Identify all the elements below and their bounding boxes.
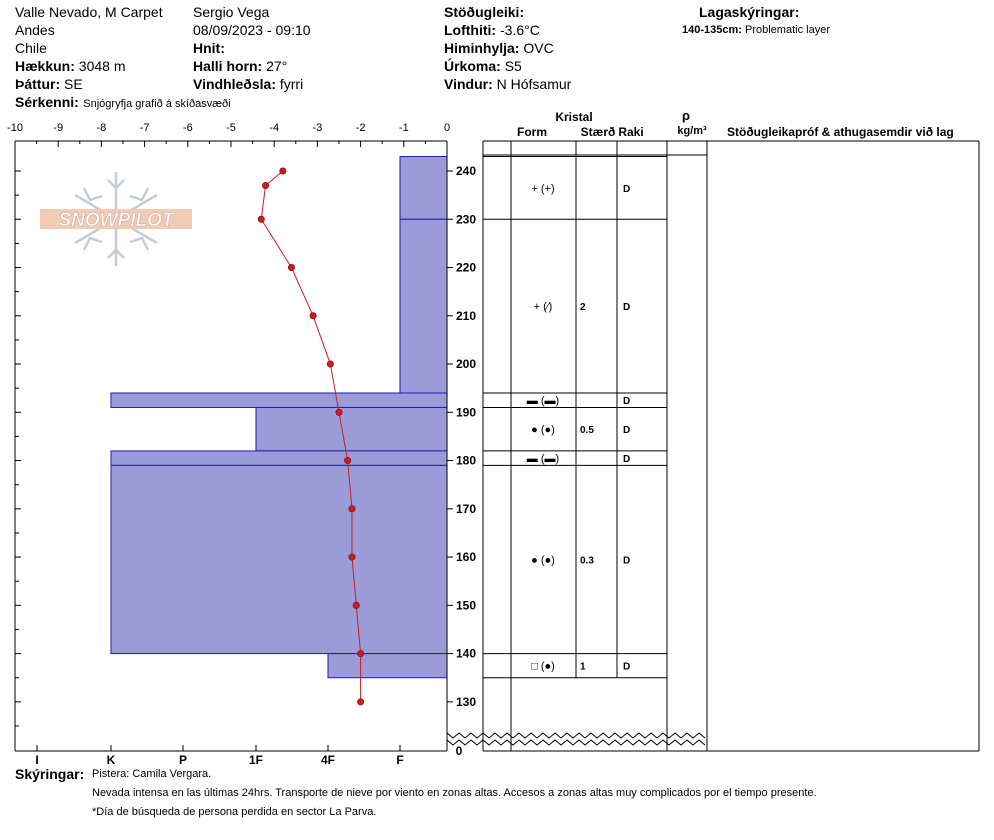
stability-header: Stöðugleikapróf & athugasemdir við lag bbox=[727, 125, 954, 139]
density-unit: kg/m³ bbox=[677, 125, 707, 137]
stability-label: Stöðugleiki: bbox=[444, 4, 525, 20]
hardness-tick-label: K bbox=[106, 753, 116, 767]
crystal-form: □ (●) bbox=[531, 660, 555, 673]
crystal-form: + (⁄) bbox=[533, 301, 553, 314]
temperature-point bbox=[258, 216, 264, 222]
crystal-header: Kristal bbox=[555, 110, 593, 124]
sky-label: Himinhylja: bbox=[444, 40, 520, 56]
temp-tick-label: -2 bbox=[355, 122, 366, 134]
temp-tick-label: -9 bbox=[53, 122, 64, 134]
temperature-point bbox=[357, 650, 363, 656]
crystal-form: + (+) bbox=[531, 182, 555, 195]
temp-tick-label: -4 bbox=[269, 122, 280, 134]
wind-loading-value: fyrri bbox=[279, 76, 304, 92]
temp-tick-label: -10 bbox=[7, 122, 23, 134]
height-tick-label: 210 bbox=[455, 308, 477, 323]
layer-moisture: D bbox=[623, 396, 631, 408]
datetime: 08/09/2023 - 09:10 bbox=[193, 22, 311, 38]
legend-text: Problematic layer bbox=[745, 24, 830, 36]
layer-moisture: D bbox=[623, 661, 631, 673]
temperature-point bbox=[349, 554, 355, 560]
temperature-point bbox=[327, 361, 333, 367]
height-base-label: 0 bbox=[455, 744, 463, 758]
temp-tick-label: -1 bbox=[398, 122, 409, 134]
temp-tick-label: 0 bbox=[443, 122, 451, 134]
height-tick-label: 160 bbox=[455, 550, 477, 565]
hardness-tick-label: P bbox=[178, 753, 188, 767]
temp-tick-label: -3 bbox=[312, 122, 323, 134]
height-tick-label: 220 bbox=[455, 260, 477, 275]
specifics-value: Snjógryfja grafið á skíðasvæði bbox=[83, 98, 231, 110]
logo-text: SNOWPILOT bbox=[58, 210, 174, 231]
crystal-size: 2 bbox=[580, 302, 586, 314]
air-temp-value: -3.6°C bbox=[499, 22, 540, 38]
layer-moisture: D bbox=[623, 183, 631, 195]
observer: Sergio Vega bbox=[193, 4, 270, 20]
specifics-label: Sérkenni: bbox=[15, 94, 79, 110]
size-header: Stærð bbox=[580, 125, 616, 139]
temperature-point bbox=[288, 264, 294, 270]
height-tick-label: 130 bbox=[455, 694, 477, 709]
legend-range: 140-135cm: bbox=[682, 24, 742, 36]
crystal-form: ● (●) bbox=[531, 554, 555, 567]
layer-moisture: D bbox=[623, 454, 631, 466]
temperature-point bbox=[280, 168, 286, 174]
hardness-bar bbox=[328, 654, 447, 678]
height-tick-label: 150 bbox=[455, 598, 477, 613]
form-header: Form bbox=[517, 125, 547, 139]
country: Chile bbox=[15, 40, 47, 56]
break-mark bbox=[447, 740, 705, 745]
range: Andes bbox=[15, 22, 55, 38]
temperature-point bbox=[349, 506, 355, 512]
aspect-value: SE bbox=[64, 76, 83, 92]
crystal-form: ● (●) bbox=[531, 424, 555, 437]
coords-label: Hnit: bbox=[193, 40, 225, 56]
elevation-value: 3048 m bbox=[78, 58, 126, 74]
hardness-bar bbox=[400, 219, 447, 393]
temperature-point bbox=[262, 182, 268, 188]
air-temp-label: Lofthiti: bbox=[444, 22, 497, 38]
hardness-bar bbox=[400, 157, 447, 220]
density-header: ρ bbox=[681, 108, 691, 123]
elevation-label: Hækkun: bbox=[15, 58, 75, 74]
crystal-form: ▬ (▬) bbox=[526, 395, 560, 408]
slope-label: Halli horn: bbox=[193, 58, 263, 74]
crystal-size: 1 bbox=[580, 661, 586, 673]
temp-tick-label: -5 bbox=[226, 122, 236, 134]
location: Valle Nevado, M Carpet bbox=[15, 4, 163, 20]
temperature-point bbox=[344, 457, 350, 463]
hardness-tick-label: 4F bbox=[320, 753, 336, 767]
height-tick-label: 190 bbox=[455, 405, 477, 420]
hardness-tick-label: 1F bbox=[248, 753, 264, 767]
note-line-1: Pistera: Camila Vergara. bbox=[92, 768, 212, 780]
hardness-tick-label: I bbox=[35, 753, 39, 767]
wind-value: N Hófsamur bbox=[496, 76, 572, 92]
break-mark bbox=[447, 733, 705, 738]
crystal-size: 0.5 bbox=[580, 425, 594, 437]
moisture-header: Raki bbox=[618, 125, 644, 139]
temp-tick-label: -7 bbox=[139, 122, 150, 134]
layer-moisture: D bbox=[623, 425, 631, 437]
layer-moisture: D bbox=[623, 302, 631, 314]
snowpilot-logo bbox=[40, 172, 192, 266]
temp-tick-label: -8 bbox=[96, 122, 107, 134]
height-tick-label: 240 bbox=[455, 164, 477, 178]
hardness-bar bbox=[111, 451, 447, 465]
hardness-bar bbox=[111, 393, 447, 407]
temperature-point bbox=[336, 409, 342, 415]
hardness-tick-label: F bbox=[396, 753, 404, 767]
height-tick-label: 230 bbox=[455, 212, 477, 227]
aspect-label: Þáttur: bbox=[15, 76, 61, 92]
slope-value: 27° bbox=[266, 58, 288, 74]
legend-title: Lagaskýringar: bbox=[699, 4, 800, 20]
temp-tick-label: -6 bbox=[182, 122, 193, 134]
sky-value: OVC bbox=[523, 40, 554, 56]
layer-moisture: D bbox=[623, 555, 631, 567]
hardness-bar bbox=[256, 407, 447, 450]
crystal-form: ▬ (▬) bbox=[526, 453, 560, 466]
wind-label: Vindur: bbox=[444, 76, 493, 92]
height-tick-label: 140 bbox=[455, 646, 477, 661]
precip-value: S5 bbox=[504, 58, 522, 74]
temperature-point bbox=[353, 602, 359, 608]
height-tick-label: 180 bbox=[455, 453, 477, 468]
notes-label: Skýringar: bbox=[15, 766, 85, 782]
note-line-2: Nevada intensa en las últimas 24hrs. Transporte de nieve por viento en zonas altas. Accesos a zonas altas muy complicados por el tiempo presente. bbox=[92, 787, 817, 799]
crystal-size: 0.3 bbox=[580, 555, 594, 567]
height-tick-label: 170 bbox=[455, 501, 477, 516]
note-line-3: *Día de búsqueda de persona perdida en sector La Parva. bbox=[92, 806, 377, 818]
wind-loading-label: Vindhleðsla: bbox=[193, 76, 276, 92]
hardness-bar bbox=[111, 465, 447, 653]
precip-label: Úrkoma: bbox=[444, 58, 501, 74]
temperature-point bbox=[310, 313, 316, 319]
temperature-point bbox=[357, 699, 363, 705]
height-tick-label: 200 bbox=[455, 357, 477, 372]
